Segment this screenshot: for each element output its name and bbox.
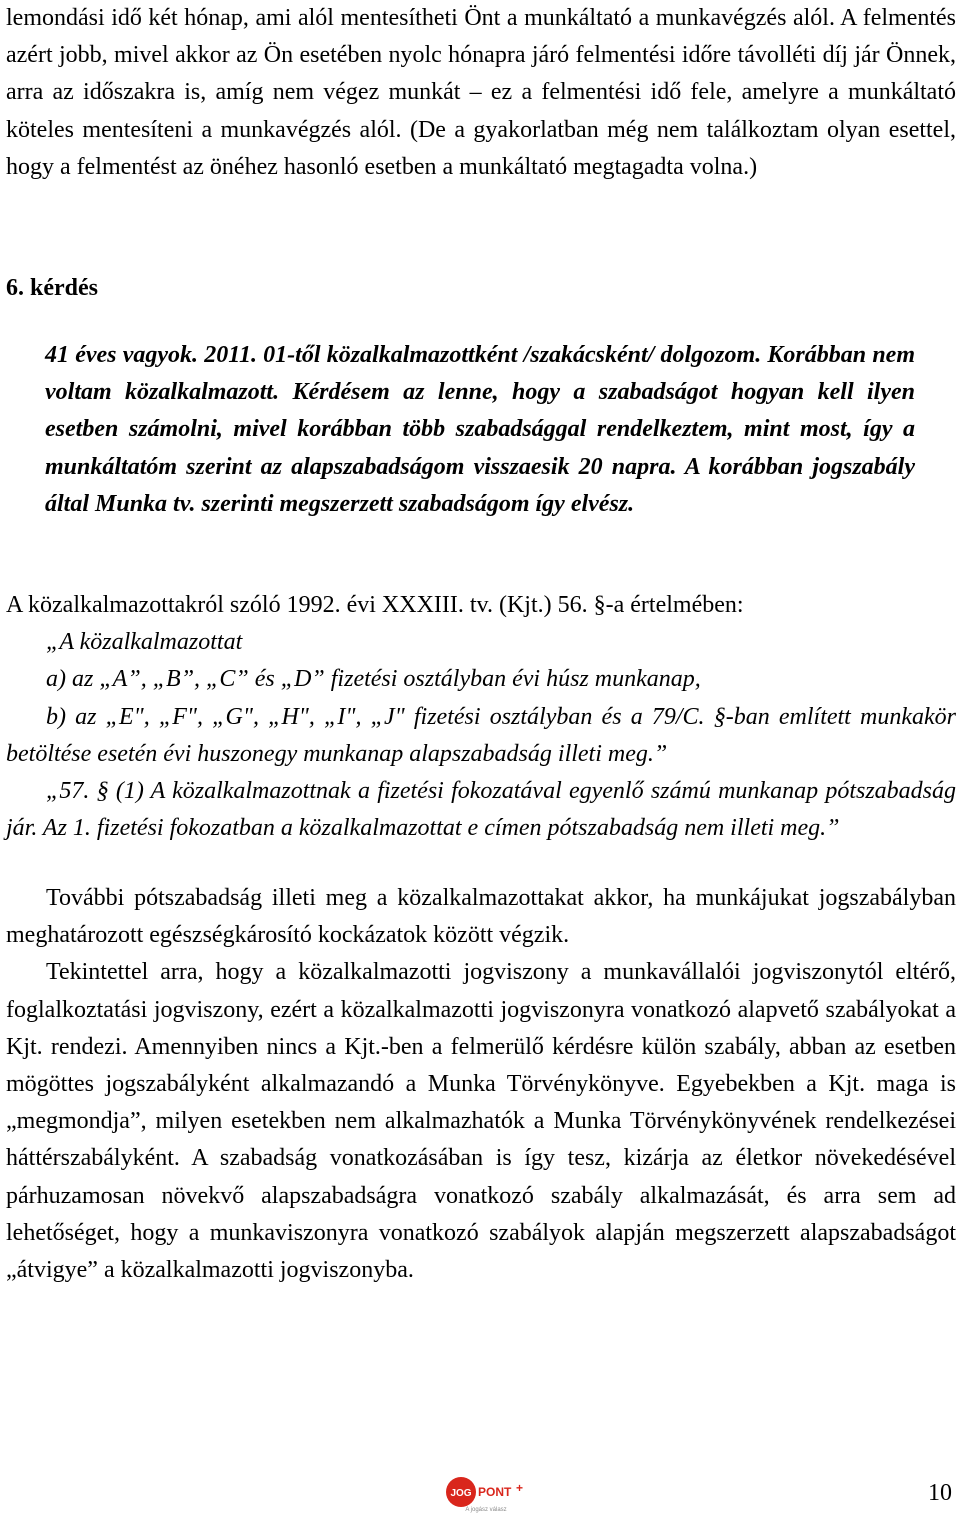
question-heading: 6. kérdés	[6, 275, 98, 301]
logo-text-jog: JOG	[450, 1488, 472, 1499]
jogpont-logo	[444, 1470, 528, 1520]
question-text: 41 éves vagyok. 2011. 01-től közalkalmazottként /szakácsként/ dolgozom. Korábban nem voltam közalkalmazott. Kérdésem az lenne, hogy a szabadságot hogyan kell ilyen esetben számolni, mivel korábban több szabadsággal rendelkeztem, mint most, így a munkáltatóm szerint az alapszabadságom visszaesik 20 napra. A korábban jogszabály által Munka tv. szerinti megszerzett szabadságom így elvész.	[45, 342, 915, 517]
paragraph-text-line1: lemondási idő két hónap, ami alól mentesítheti Önt a munkáltató a munkavégzés	[6, 5, 787, 31]
logo-plus: +	[516, 1481, 524, 1495]
quote-57-start: „57. § (1) A közalkalmazottnak a fizetési fokozatával egyenlő számú munkanap	[46, 778, 819, 805]
answer-paragraph-2: Tekintettel arra, hogy a közalkalmazotti jogviszony a munkavállalói jogviszonytól eltérő, foglalkoztatási jogviszony, ezért a közalkalmazotti jogviszonyra vonatkozó alapvető szabályokat a Kjt. rendezi. Amennyiben nincs a Kjt.-ben a felmerülő kérdésre külön szabály, abban az esetben mögöttes jogszabályként alkalmazandó a Munka Törvénykönyve. Egyebekben a Kjt. maga is „megmondja”, milyen esetekben nem alkalmazhatók a Munka Törvénykönyvének rendelkezései háttérszabályként. A szabadság vonatkozásában is így tesz, kizárja az életkor növekedésével párhuzamosan növekvő alapszabadságra vonatkozó szabály alkalmazását, és arra sem ad lehetőséget, hogy a munkaviszonyra vonatkozó szabályok alapján megszerzett alapszabadságot „átvigye” a közalkalmazotti jogviszonyba.	[6, 959, 956, 1284]
paragraph-text-rest: alól. A felmentés azért jobb, mivel akkor az Ön esetében nyolc hónapra járó felmentési időre távolléti díj jár Önnek, arra az időszakra is, amíg nem végez munkát – ez a felmentési idő fele, amelyre a munkáltató köteles mentesíteni a munkavégzés alól. (De a gyakorlatban még nem találkoztam olyan esettel, hogy a felmentést az önéhez hasonló esetben a munkáltató megtagadta volna.)	[6, 5, 957, 180]
quote-57	[6, 773, 956, 847]
quote-item-a: a) az „A”, „B”, „C” és „D” fizetési osztályban évi húsz munkanap,	[46, 666, 701, 693]
law-citation-block	[6, 587, 956, 847]
quote-item-b: b) az „E", „F", „G", „H", „I", „J" fizetési osztályban és a 79/C. §-ban említett munkakör betöltése esetén évi huszonegy munkanap alapszabadság illeti meg.”	[6, 703, 956, 767]
paragraph-notice-period	[6, 0, 956, 186]
answer-paragraph-1: További pótszabadság illeti meg a közalkalmazottakat akkor, ha munkájukat jogszabályban meghatározott egészségkárosító kockázatok között végzik.	[6, 885, 956, 949]
citation-intro: A közalkalmazottakról szóló 1992. évi XXXIII. tv. (Kjt.) 56. §-a értelmében:	[6, 592, 744, 618]
page-number: 10	[928, 1480, 952, 1506]
answer-block	[6, 880, 956, 1289]
logo-text-pont: PONT	[478, 1485, 512, 1499]
logo-tagline: A jogász válasz	[465, 1507, 507, 1513]
quote-57-rest: pótszabadság jár. Az 1. fizetési fokozatban a közalkalmazottat e címen pótszabadság nem illeti meg.”	[6, 778, 957, 842]
quote-opening: „A közalkalmazottat	[46, 629, 243, 656]
